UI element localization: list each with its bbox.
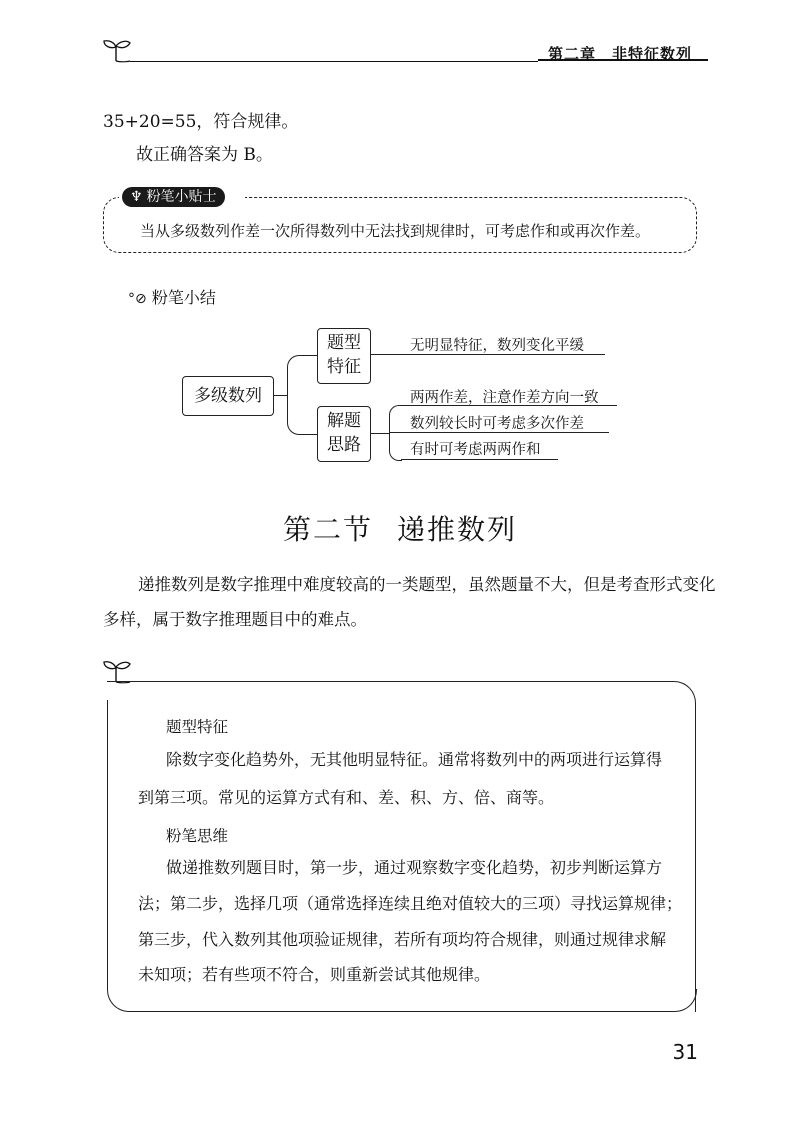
section-title (0, 508, 800, 548)
section-title-text: 递推数列 (397, 513, 518, 546)
thinking-heading: 粉笔思维 (166, 827, 229, 845)
tip-text: 当从多级数列作差一次所得数列中无法找到规律时，可考虑作和或再次作差。 (140, 222, 651, 240)
mindmap-branch-method (317, 406, 371, 462)
page-number: 31 (672, 1040, 698, 1064)
mindmap-leaf: 有时可考虑两两作和 (410, 442, 541, 458)
intro-line-2: 多样，属于数字推理题目中的难点。 (103, 610, 367, 629)
branch-title-line: 解题 (327, 411, 361, 431)
mindmap-connector (389, 432, 401, 433)
header-rule (130, 61, 538, 62)
leaf-icon: °⊘ (128, 291, 147, 307)
leaf-underline (401, 459, 558, 460)
feature-line: 除数字变化趋势外，无其他明显特征。通常将数列中的两项进行运算得 (166, 750, 663, 769)
branch-title-line: 思路 (327, 435, 361, 455)
leaf-underline (401, 405, 617, 406)
mindmap-branch-feature (317, 328, 371, 384)
summary-heading (128, 285, 216, 308)
summary-heading-text: 粉笔小结 (151, 288, 216, 307)
thinking-line: 第三步，代入数列其他项验证规律，若所有项均符合规律，则通过规律求解 (138, 930, 667, 949)
feature-line: 到第三项。常见的运算方式有和、差、积、方、倍、商等。 (138, 788, 555, 807)
tip-label-text: 粉笔小贴士 (146, 189, 217, 205)
feature-heading: 题型特征 (166, 718, 229, 736)
mindmap-connector (389, 405, 402, 461)
mindmap-connector (371, 433, 389, 434)
mindmap-leaf: 两两作差，注意作差方向一致 (410, 390, 599, 406)
tip-label (122, 187, 225, 207)
answer-line-2: 故正确答案为 B。 (136, 145, 273, 165)
mindmap-connector (273, 395, 287, 396)
leaf-underline (401, 432, 609, 433)
thinking-line: 法；第二步，选择几项（通常选择连续且绝对值较大的三项）寻找运算规律； (138, 894, 683, 913)
mindmap-connector (371, 354, 401, 355)
answer-line-1: 35+20=55，符合规律。 (103, 112, 299, 132)
branch-title-line: 题型 (327, 333, 361, 353)
sprout-icon (100, 34, 134, 64)
mindmap-leaf: 数列较长时可考虑多次作差 (410, 416, 584, 432)
mindmap-leaf: 无明显特征，数列变化平缓 (410, 338, 584, 354)
chapter-title: 第二章 非特征数列 (548, 45, 693, 63)
mindmap-root: 多级数列 (182, 376, 274, 416)
mindmap-connector (287, 355, 318, 435)
leaf-underline (401, 354, 605, 355)
thinking-line: 未知项；若有些项不符合，则重新尝试其他规律。 (138, 965, 491, 984)
section-number: 第二节 (282, 513, 373, 546)
panel-bottom-rule (107, 989, 697, 1012)
intro-line-1: 递推数列是数字推理中难度较高的一类题型，虽然题量不大，但是考查形式变化 (138, 575, 716, 594)
branch-title-line: 特征 (327, 357, 361, 377)
panel-left-rule (107, 700, 108, 990)
thinking-line: 做递推数列题目时，第一步，通过观察数字变化趋势，初步判断运算方 (166, 858, 663, 877)
sprout-icon: ♆ (130, 189, 143, 205)
